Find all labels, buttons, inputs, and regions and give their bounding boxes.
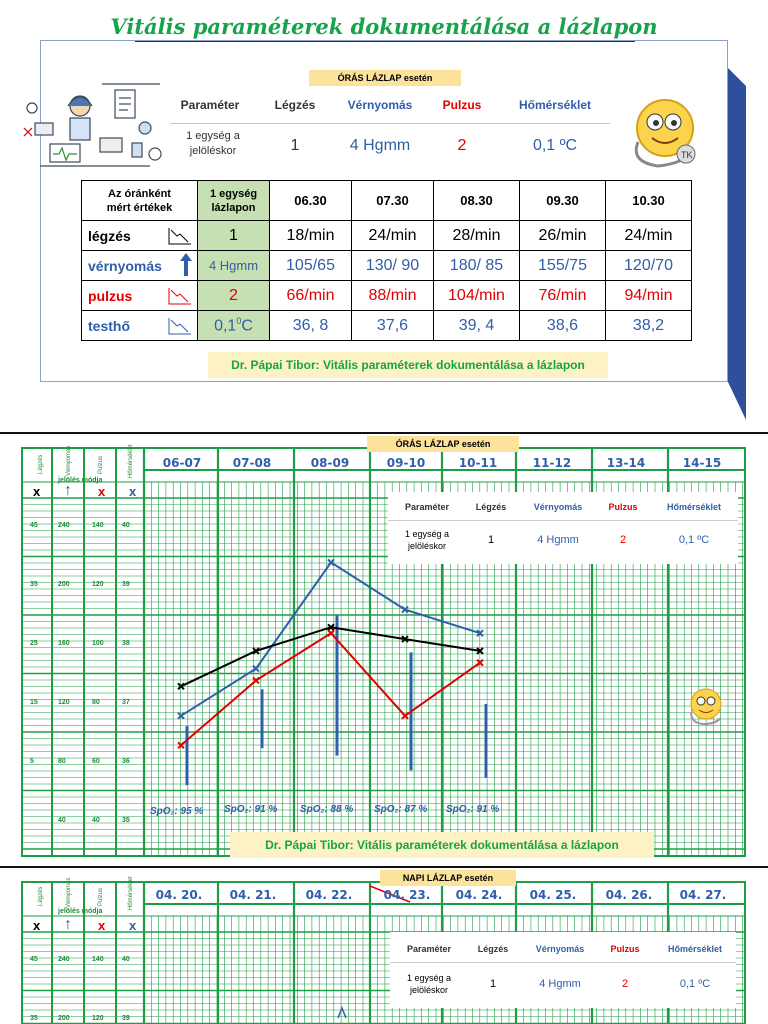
- temperature-marker: x: [129, 918, 137, 933]
- scale-value: 35: [30, 581, 38, 588]
- row-label-breathing: [82, 221, 198, 251]
- pulse-marker: x: [98, 918, 106, 933]
- table-cell: 38,6: [520, 311, 606, 341]
- unit-label-line2: jelöléskor: [409, 985, 449, 995]
- scale-header: Hőmérséklet: [128, 444, 134, 478]
- table-cell: 18/min: [270, 221, 352, 251]
- scale-value: 39: [122, 581, 130, 588]
- param-divider: [390, 962, 736, 963]
- unit-value-blood-pressure: 4 Hgmm: [537, 534, 579, 546]
- spo2-label: SpO₂: 88 %: [300, 804, 354, 815]
- unit-parameters-table: [170, 93, 610, 163]
- scale-header: Pulzus: [98, 455, 104, 474]
- date-header: 04. 22.: [305, 888, 353, 902]
- hourly-chart-badge: ÓRÁS LÁZLAP esetén: [367, 436, 519, 452]
- row-label-text: vérnyomás: [88, 257, 162, 274]
- trend-down-icon: [167, 316, 193, 336]
- scale-header: Vérnyomás: [66, 445, 72, 476]
- table-cell: 120/70: [606, 251, 692, 281]
- trend-down-icon: [167, 286, 193, 306]
- scale-value: 80: [58, 758, 66, 765]
- date-header: 06-07: [162, 456, 202, 470]
- blood-pressure-marker: ↑: [64, 916, 72, 933]
- param-header-parameter: Paraméter: [180, 98, 240, 112]
- table-cell: 130/ 90: [352, 251, 434, 281]
- author-footer: Dr. Pápai Tibor: Vitális paraméterek dokumentálása a lázlapon: [208, 352, 608, 378]
- pulse-marker: x: [98, 484, 106, 499]
- scale-header: Légzés: [38, 886, 44, 906]
- header-time: 06.30: [270, 181, 352, 221]
- unit-value-pulse: 2: [621, 978, 629, 990]
- unit-parameters-inset: [388, 492, 738, 564]
- slide-vital-parameters: [0, 0, 768, 433]
- scale-value: 200: [58, 581, 70, 588]
- unit-value-blood-pressure: 4 Hgmm: [349, 137, 411, 154]
- table-cell: 105/65: [270, 251, 352, 281]
- row-unit-suffix: C: [241, 317, 253, 335]
- unit-value-temperature: 0,1 ºC: [678, 534, 710, 546]
- scale-value: 40: [92, 817, 100, 824]
- scale-value: 39: [122, 1015, 130, 1022]
- table-cell: 37,6: [352, 311, 434, 341]
- table-cell: 76/min: [520, 281, 606, 311]
- row-unit: 2: [198, 281, 270, 311]
- slide-daily-chart: [0, 868, 768, 1024]
- spo2-label: SpO₂: 91 %: [446, 804, 500, 815]
- date-header: 10-11: [458, 456, 498, 470]
- table-cell: 155/75: [520, 251, 606, 281]
- unit-value-blood-pressure: 4 Hgmm: [539, 978, 581, 990]
- spo2-label: SpO₂: 91 %: [224, 804, 278, 815]
- row-unit-value: 0,1: [214, 317, 237, 335]
- daily-chart-badge: NAPI LÁZLAP esetén: [380, 870, 516, 886]
- row-label-blood-pressure: [82, 251, 198, 281]
- header-unit-line2: lázlapon: [211, 201, 256, 214]
- param-divider: [170, 123, 610, 124]
- scale-value: 140: [92, 522, 104, 529]
- header-time: 07.30: [352, 181, 434, 221]
- row-label-text: légzés: [88, 227, 131, 244]
- row-unit-degree: 0: [236, 315, 242, 326]
- param-header-parameter: Paraméter: [406, 944, 452, 954]
- scale-value: 240: [58, 956, 70, 963]
- unit-label: [394, 972, 464, 996]
- scale-value: 160: [58, 640, 70, 647]
- date-header: 13-14: [606, 456, 646, 470]
- slide-hourly-chart: [0, 434, 768, 866]
- table-row: [82, 311, 692, 341]
- date-header: 04. 23.: [383, 888, 431, 902]
- param-header-temperature: Hőmérséklet: [518, 98, 592, 112]
- param-header-blood-pressure: Vérnyomás: [533, 502, 583, 512]
- table-cell: 94/min: [606, 281, 692, 311]
- scale-header: Vérnyomás: [66, 877, 72, 908]
- row-label-text: pulzus: [88, 287, 133, 304]
- date-header: 08-09: [310, 456, 350, 470]
- date-header: 04. 24.: [455, 888, 503, 902]
- unit-value-breathing: 1: [290, 137, 300, 154]
- scale-value: 35: [122, 817, 130, 824]
- header-unit-on-chart: [198, 181, 270, 221]
- scale-value: 200: [58, 1015, 70, 1022]
- trend-down-icon: [167, 226, 193, 246]
- table-cell: 24/min: [352, 221, 434, 251]
- table-row: [82, 281, 692, 311]
- scale-header: Pulzus: [98, 887, 104, 906]
- param-header-pulse: Pulzus: [610, 944, 640, 954]
- unit-value-temperature: 0,1 ºC: [679, 978, 711, 990]
- spo2-label: SpO₂: 87 %: [374, 804, 428, 815]
- param-header-breathing: Légzés: [274, 98, 316, 112]
- param-header-blood-pressure: Vérnyomás: [347, 98, 413, 112]
- spo2-label: SpO₂: 95 %: [150, 806, 204, 817]
- unit-value-breathing: 1: [487, 534, 495, 546]
- date-header: 04. 25.: [529, 888, 577, 902]
- scale-value: 60: [92, 758, 100, 765]
- scale-value: 140: [92, 956, 104, 963]
- scale-value: 45: [30, 956, 38, 963]
- table-row: [82, 251, 692, 281]
- unit-label-line2: jelöléskor: [407, 541, 447, 551]
- unit-parameters-inset: [390, 932, 736, 1008]
- row-unit: [198, 311, 270, 341]
- slide-title: Vitális paraméterek dokumentálása a lázlapon: [110, 14, 658, 39]
- scale-value: 25: [30, 640, 38, 647]
- breathing-marker: x: [33, 484, 41, 499]
- unit-label-line1: 1 egység a: [404, 529, 450, 539]
- scale-value: 120: [58, 699, 70, 706]
- header-measured-line1: Az óránként: [108, 187, 171, 200]
- row-unit: 1: [198, 221, 270, 251]
- breathing-marker: x: [33, 918, 41, 933]
- header-unit-line1: 1 egység: [209, 187, 258, 200]
- param-header-temperature: Hőmérséklet: [667, 944, 723, 954]
- table-cell: 66/min: [270, 281, 352, 311]
- hourly-chart-badge: ÓRÁS LÁZLAP esetén: [309, 70, 461, 86]
- row-label-text: testhő: [88, 317, 130, 334]
- table-cell: 36, 8: [270, 311, 352, 341]
- scale-value: 37: [122, 699, 130, 706]
- param-header-blood-pressure: Vérnyomás: [535, 944, 585, 954]
- scale-value: 40: [122, 956, 130, 963]
- scale-value: 120: [92, 1015, 104, 1022]
- scale-header: Hőmérséklet: [128, 876, 134, 910]
- smiley-doctor-icon: [628, 92, 706, 172]
- scale-value: 45: [30, 522, 38, 529]
- table-cell: 39, 4: [434, 311, 520, 341]
- table-header-row: [82, 181, 692, 221]
- param-header-breathing: Légzés: [475, 502, 507, 512]
- table-cell: 28/min: [434, 221, 520, 251]
- header-measured-values: [82, 181, 198, 221]
- unit-label: [170, 129, 256, 159]
- scale-value: 40: [122, 522, 130, 529]
- scale-value: 80: [92, 699, 100, 706]
- scale-value: 100: [92, 640, 104, 647]
- row-unit: 4 Hgmm: [198, 251, 270, 281]
- scale-value: 38: [122, 640, 130, 647]
- unit-label: [392, 528, 462, 552]
- table-cell: 38,2: [606, 311, 692, 341]
- date-header: 09-10: [386, 456, 426, 470]
- table-row: [82, 221, 692, 251]
- header-measured-line2: mért értékek: [106, 201, 173, 214]
- arrow-up-icon: [179, 253, 193, 277]
- scale-value: 240: [58, 522, 70, 529]
- author-footer: Dr. Pápai Tibor: Vitális paraméterek dokumentálása a lázlapon: [230, 832, 654, 858]
- scale-value: 5: [30, 758, 34, 765]
- svg-text:TK: TK: [681, 150, 693, 160]
- unit-label-line1: 1 egység a: [186, 130, 240, 142]
- blood-pressure-marker: ↑: [64, 482, 72, 499]
- smiley-doctor-icon: [686, 684, 726, 728]
- row-label-pulse: [82, 281, 198, 311]
- unit-value-pulse: 2: [619, 534, 627, 546]
- unit-value-breathing: 1: [489, 978, 497, 990]
- unit-value-temperature: 0,1 ºC: [532, 137, 578, 154]
- table-cell: 104/min: [434, 281, 520, 311]
- param-header-breathing: Légzés: [477, 944, 509, 954]
- table-cell: 26/min: [520, 221, 606, 251]
- scale-value: 15: [30, 699, 38, 706]
- param-header-pulse: Pulzus: [608, 502, 638, 512]
- table-cell: 180/ 85: [434, 251, 520, 281]
- date-header: 04. 20.: [155, 888, 203, 902]
- unit-label-line2: jelöléskor: [189, 145, 237, 157]
- date-header: 04. 21.: [229, 888, 277, 902]
- date-header: 04. 27.: [679, 888, 727, 902]
- param-header-parameter: Paraméter: [404, 502, 450, 512]
- scale-header: Légzés: [38, 454, 44, 474]
- param-header-pulse: Pulzus: [442, 98, 482, 112]
- row-label-temperature: [82, 311, 198, 341]
- table-cell: 24/min: [606, 221, 692, 251]
- date-header: 11-12: [532, 456, 572, 470]
- unit-value-pulse: 2: [457, 137, 467, 154]
- header-time: 09.30: [520, 181, 606, 221]
- medical-illustration-icon: [20, 78, 170, 173]
- header-time: 10.30: [606, 181, 692, 221]
- date-header: 04. 26.: [605, 888, 653, 902]
- table-cell: 88/min: [352, 281, 434, 311]
- param-header-temperature: Hőmérséklet: [666, 502, 722, 512]
- scale-value: 40: [58, 817, 66, 824]
- marker-caption: jelölés módja: [58, 908, 103, 915]
- scale-value: 120: [92, 581, 104, 588]
- date-header: 07-08: [232, 456, 272, 470]
- param-divider: [388, 520, 738, 521]
- temperature-marker: x: [129, 484, 137, 499]
- hourly-values-table: [81, 180, 692, 341]
- scale-value: 36: [122, 758, 130, 765]
- marker-caption: jelölés módja: [58, 477, 103, 484]
- header-time: 08.30: [434, 181, 520, 221]
- date-header: 14-15: [682, 456, 722, 470]
- scale-value: 35: [30, 1015, 38, 1022]
- unit-label-line1: 1 egység a: [406, 973, 452, 983]
